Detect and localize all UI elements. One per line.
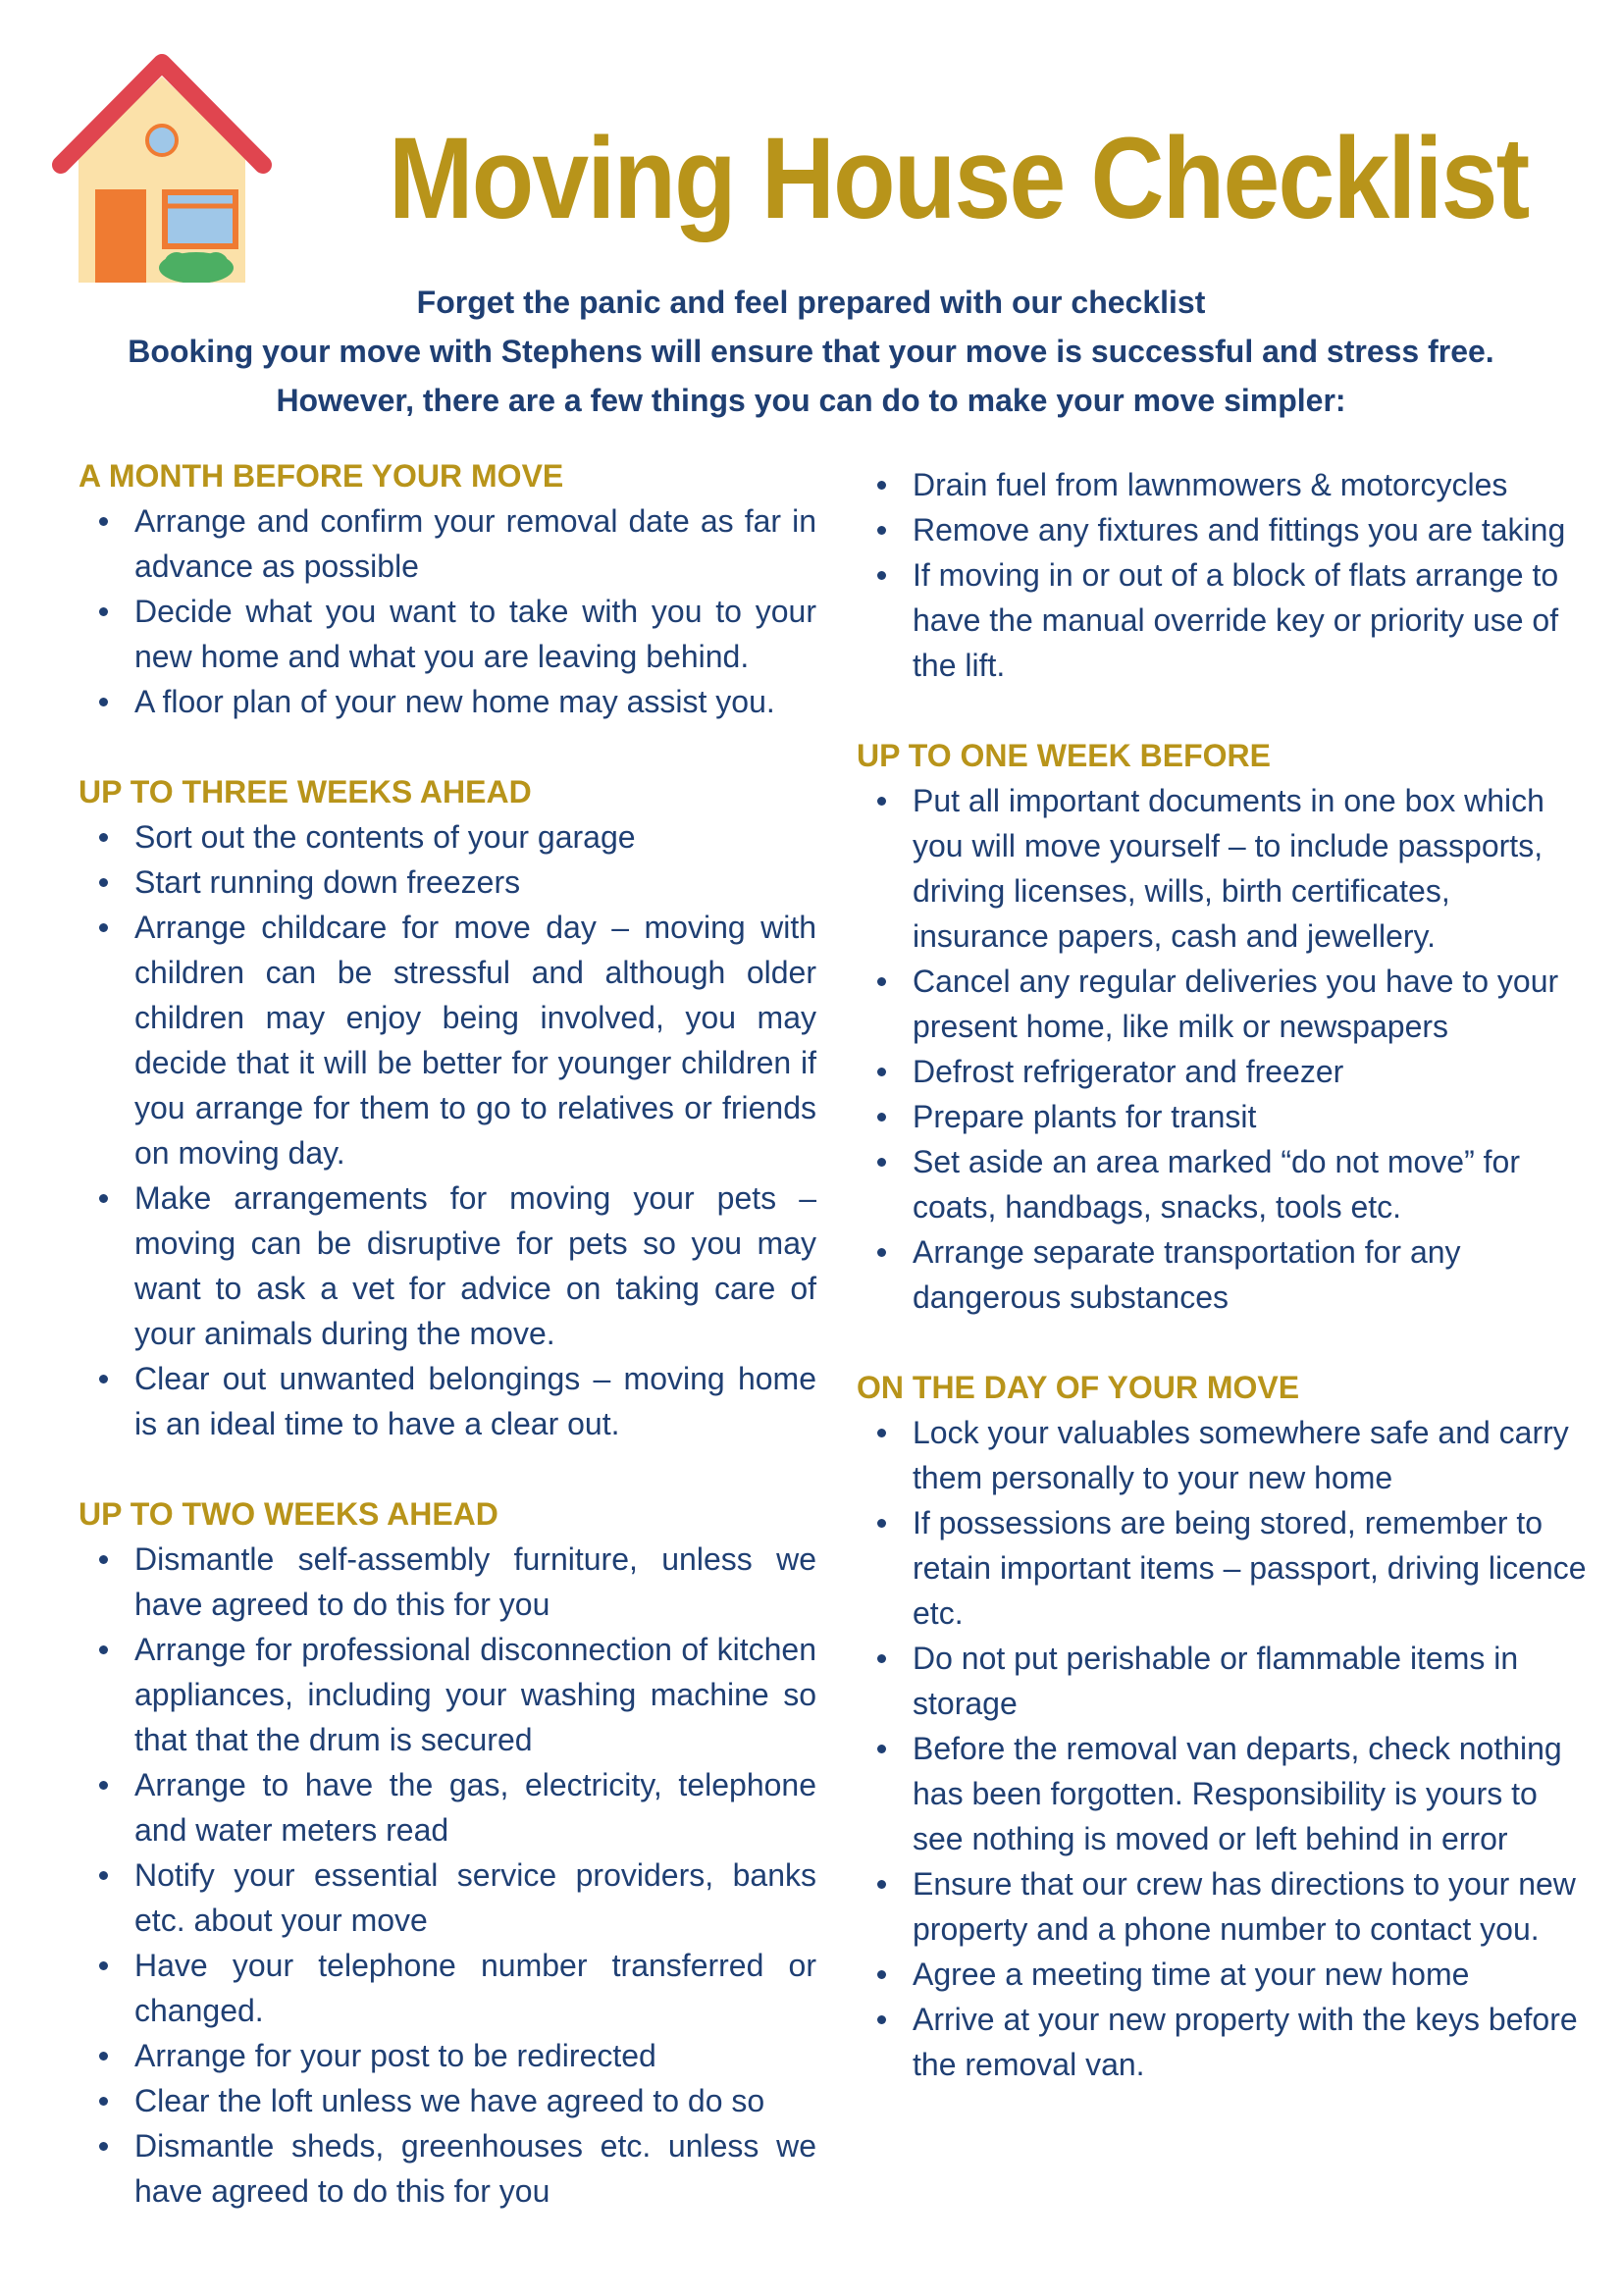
section-heading: ON THE DAY OF YOUR MOVE xyxy=(857,1370,1300,1405)
intro-text xyxy=(0,278,1622,425)
list-item: Arrange to have the gas, electricity, telephone and water meters read xyxy=(134,1762,816,1852)
list-item: Remove any fixtures and fittings you are taking xyxy=(913,507,1595,552)
house-door xyxy=(95,189,146,283)
checklist xyxy=(78,1537,816,2214)
house-icon xyxy=(49,47,275,283)
section-heading: UP TO THREE WEEKS AHEAD xyxy=(78,774,532,809)
list-item: Cancel any regular deliveries you have to your present home, like milk or newspapers xyxy=(913,959,1595,1049)
intro-line: However, there are a few things you can do to make your move simpler: xyxy=(276,383,1346,418)
list-item: Start running down freezers xyxy=(134,860,816,905)
left-column xyxy=(78,453,816,2259)
list-item: Dismantle self-assembly furniture, unless we have agreed to do this for you xyxy=(134,1537,816,1627)
list-item: If possessions are being stored, remember to retain important items – passport, driving licence etc. xyxy=(913,1500,1595,1636)
checklist xyxy=(78,814,816,1446)
right-column xyxy=(857,453,1595,2132)
list-item: Arrange and confirm your removal date as far in advance as possible xyxy=(134,498,816,589)
list-item: Set aside an area marked “do not move” for coats, handbags, snacks, tools etc. xyxy=(913,1139,1595,1229)
section-heading: A MONTH BEFORE YOUR MOVE xyxy=(78,458,564,494)
house-window xyxy=(165,192,235,246)
checklist xyxy=(857,462,1595,688)
list-item: Notify your essential service providers, banks etc. about your move xyxy=(134,1852,816,1943)
section-two-weeks-continued xyxy=(857,462,1595,688)
list-item: Arrange separate transportation for any dangerous substances xyxy=(913,1229,1595,1320)
list-item: Drain fuel from lawnmowers & motorcycles xyxy=(913,462,1595,507)
list-item: Do not put perishable or flammable items in storage xyxy=(913,1636,1595,1726)
page-title: Moving House Checklist xyxy=(389,114,1529,243)
list-item: Defrost refrigerator and freezer xyxy=(913,1049,1595,1094)
list-item: Have your telephone number transferred or changed. xyxy=(134,1943,816,2033)
list-item: Before the removal van departs, check nothing has been forgotten. Responsibility is yours to see nothing is moved or left behind in error xyxy=(913,1726,1595,1861)
round-window xyxy=(147,126,177,155)
list-item: If moving in or out of a block of flats arrange to have the manual override key or priority use of the lift. xyxy=(913,552,1595,688)
list-item: Put all important documents in one box which you will move yourself – to include passports, driving licenses, wills, birth certificates, insurance papers, cash and jewellery. xyxy=(913,778,1595,959)
checklist xyxy=(78,498,816,724)
section-move-day xyxy=(857,1365,1595,2087)
list-item: Dismantle sheds, greenhouses etc. unless we have agreed to do this for you xyxy=(134,2123,816,2214)
list-item: Clear out unwanted belongings – moving home is an ideal time to have a clear out. xyxy=(134,1356,816,1446)
bush-leaf xyxy=(203,252,229,278)
intro-line: Booking your move with Stephens will ensure that your move is successful and stress free. xyxy=(128,334,1494,369)
section-two-weeks xyxy=(78,1491,816,2214)
list-item: Sort out the contents of your garage xyxy=(134,814,816,860)
list-item: Arrange for professional disconnection of kitchen appliances, including your washing machine so that that the drum is secured xyxy=(134,1627,816,1762)
list-item: A floor plan of your new home may assist you. xyxy=(134,679,816,724)
list-item: Lock your valuables somewhere safe and carry them personally to your new home xyxy=(913,1410,1595,1500)
list-item: Make arrangements for moving your pets – moving can be disruptive for pets so you may want to ask a vet for advice on taking care of your animals during the move. xyxy=(134,1175,816,1356)
section-three-weeks xyxy=(78,769,816,1446)
list-item: Clear the loft unless we have agreed to do so xyxy=(134,2078,816,2123)
intro-line: Forget the panic and feel prepared with our checklist xyxy=(416,285,1206,320)
checklist xyxy=(857,1410,1595,2087)
checklist xyxy=(857,778,1595,1320)
list-item: Arrange childcare for move day – moving with children can be stressful and although older children may enjoy being involved, you may decide that it will be better for younger children if you arrange for them to go to relatives or friends on moving day. xyxy=(134,905,816,1175)
list-item: Ensure that our crew has directions to your new property and a phone number to contact you. xyxy=(913,1861,1595,1952)
list-item: Agree a meeting time at your new home xyxy=(913,1952,1595,1997)
list-item: Arrange for your post to be redirected xyxy=(134,2033,816,2078)
section-heading: UP TO ONE WEEK BEFORE xyxy=(857,738,1271,773)
list-item: Prepare plants for transit xyxy=(913,1094,1595,1139)
section-one-week xyxy=(857,733,1595,1320)
list-item: Decide what you want to take with you to your new home and what you are leaving behind. xyxy=(134,589,816,679)
section-heading: UP TO TWO WEEKS AHEAD xyxy=(78,1496,498,1532)
section-month-before xyxy=(78,453,816,724)
list-item: Arrive at your new property with the keys before the removal van. xyxy=(913,1997,1595,2087)
bush-leaf xyxy=(164,252,189,278)
